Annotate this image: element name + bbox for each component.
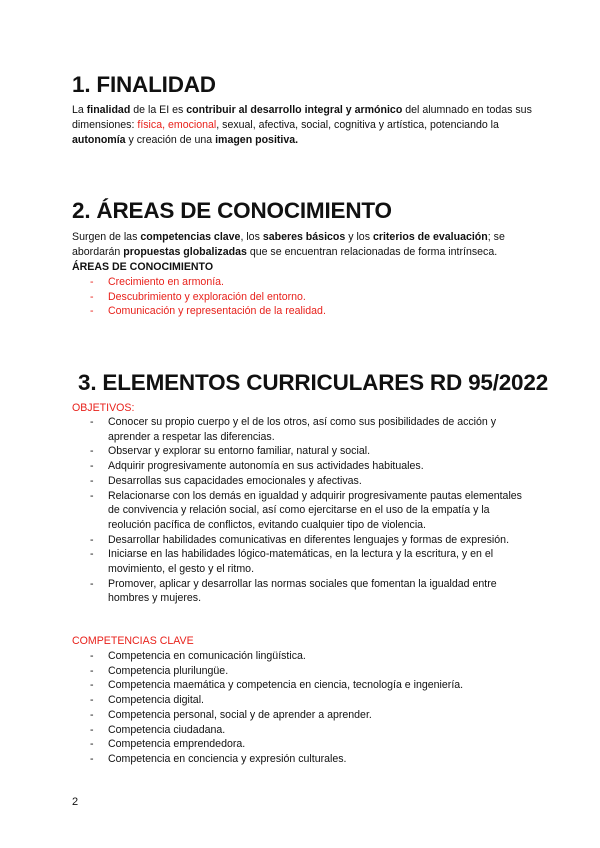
list-item: - Conocer su propio cuerpo y el de los otros, así como sus posibilidades de acción y aprender a respetar las diferencias. (90, 416, 497, 443)
list-item: - Competencia digital. (90, 694, 204, 707)
list-item: - Competencia plurilungüe. (90, 664, 229, 677)
list-item: - Competencia emprendedora. (90, 738, 246, 751)
areas-subheading: ÁREAS DE CONOCIMIENTO (72, 261, 214, 273)
list-item: - Competencia personal, social y de aprender a aprender. (90, 708, 372, 721)
section-2-title: 2. ÁREAS DE CONOCIMIENTO (72, 198, 392, 223)
list-item: - Competencia ciudadana. (90, 723, 226, 736)
list-item: - Competencia en comunicación lingüística. (90, 650, 306, 662)
list-item: - Comunicación y representación de la realidad. (90, 305, 326, 318)
objectives-label: OBJETIVOS: (72, 402, 135, 414)
section-2-paragraph: Surgen de las competencias clave, los saberes básicos y los criterios de evaluación; se abordarán propuestas globalizadas que se encuentran relacionadas de forma intrínseca. (72, 231, 505, 258)
list-item: - Desarrollas sus capacidades emocionales y afectivas. (90, 474, 362, 487)
objectives-list (72, 415, 532, 606)
competencies-label: COMPETENCIAS CLAVE (72, 635, 194, 647)
list-item: - Promover, aplicar y desarrollar las normas sociales que fomentan la igualdad entre hombres y mujeres. (90, 577, 497, 605)
section-1-paragraph: La finalidad de la EI es contribuir al desarrollo integral y armónico del alumnado en todas sus dimensiones: física, emocional, sexual, afectiva, social, cognitiva y artística, potenciando la autonomía y creación de una imagen positiva. (72, 104, 532, 146)
list-item: - Crecimiento en armonía. (90, 276, 224, 288)
section-3-title: 3. ELEMENTOS CURRICULARES RD 95/2022 (78, 370, 549, 395)
list-item: - Descubrimiento y exploración del entorno. (90, 290, 306, 303)
areas-list (72, 275, 532, 319)
list-item: - Observar y explorar su entorno familiar, natural y social. (90, 445, 371, 458)
list-item: - Iniciarse en las habilidades lógico-matemáticas, en la lectura y la escritura, y en el movimiento, el gesto y el ritmo. (90, 548, 494, 576)
competencies-list (72, 649, 532, 767)
list-item: - Competencia maemática y competencia en ciencia, tecnología e ingeniería. (90, 679, 464, 692)
list-item: - Competencia en conciencia y expresión culturales. (90, 752, 347, 765)
list-item: - Desarrollar habilidades comunicativas en diferentes lenguajes y formas de expresión. (90, 533, 510, 546)
page-number: 2 (72, 796, 79, 808)
list-item: - Relacionarse con los demás en igualdad y adquirir progresivamente pautas elementales de convivencia y relación social, así como ejercitarse en el uso de la empatía y la reolución pacífica de conflictos, evitando cualquier tipo de violencia. (90, 489, 522, 531)
section-1-title: 1. FINALIDAD (72, 72, 216, 97)
list-item: - Adquirir progresivamente autonomía en sus actividades habituales. (90, 460, 424, 473)
